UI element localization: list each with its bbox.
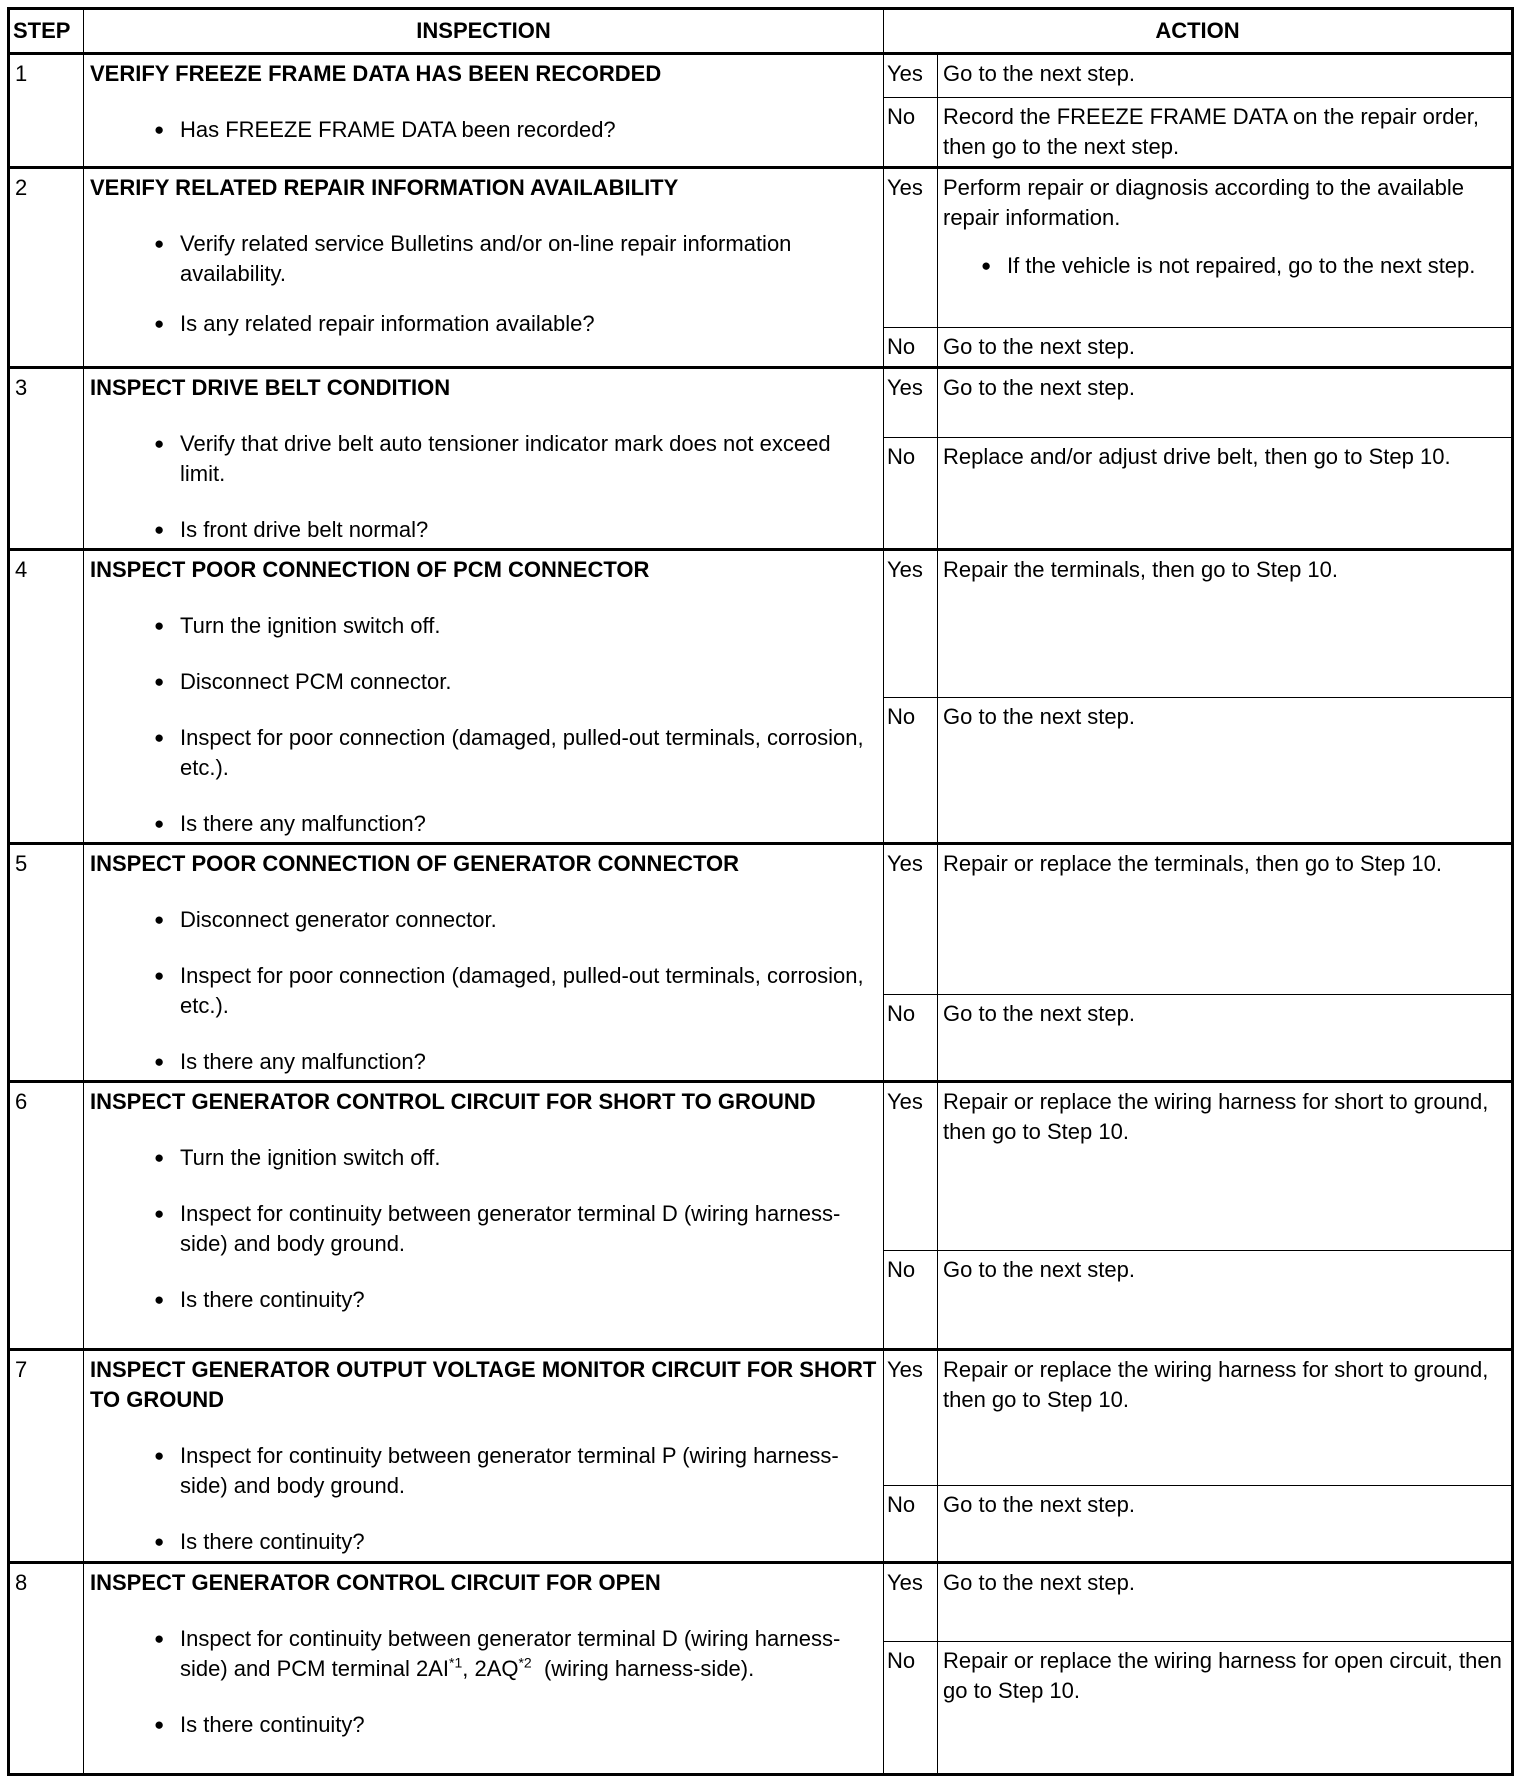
inspection-title: VERIFY RELATED REPAIR INFORMATION AVAILABILITY bbox=[90, 175, 679, 200]
inspection-cell bbox=[84, 55, 884, 166]
answer-yes: Yes bbox=[884, 1351, 938, 1485]
step-number: 7 bbox=[10, 1351, 84, 1561]
table-row bbox=[10, 166, 1511, 366]
inspection-bullet: ● Is there continuity? bbox=[156, 1710, 877, 1740]
action-text bbox=[938, 169, 1511, 327]
inspection-bullet: ● Is any related repair information available? bbox=[156, 309, 877, 339]
action-text bbox=[938, 55, 1511, 97]
answer-no: No bbox=[884, 995, 938, 1080]
action-yes bbox=[884, 1351, 1511, 1485]
answer-no: No bbox=[884, 698, 938, 842]
answer-yes: Yes bbox=[884, 551, 938, 697]
inspection-bullet: ● Disconnect generator connector. bbox=[156, 905, 877, 935]
answer-no: No bbox=[884, 1251, 938, 1348]
step-number: 8 bbox=[10, 1564, 84, 1773]
inspection-cell bbox=[84, 551, 884, 842]
answer-no: No bbox=[884, 1486, 938, 1561]
inspection-cell bbox=[84, 845, 884, 1080]
action-text bbox=[938, 1564, 1511, 1641]
action-yes bbox=[884, 369, 1511, 437]
action-text bbox=[938, 698, 1511, 842]
inspection-bullet: ● Is there continuity? bbox=[156, 1527, 877, 1557]
action-text-line: Go to the next step. bbox=[943, 1257, 1136, 1282]
action-text-line: Go to the next step. bbox=[943, 1570, 1136, 1595]
inspection-bullet: ● Verify that drive belt auto tensioner indicator mark does not exceed limit. bbox=[156, 429, 877, 489]
inspection-bullet: ● Inspect for continuity between generator terminal D (wiring harness-side) and body ground. bbox=[156, 1199, 877, 1259]
inspection-cell bbox=[84, 1351, 884, 1561]
inspection-title: INSPECT POOR CONNECTION OF PCM CONNECTOR bbox=[90, 557, 650, 582]
action-text-line: Replace and/or adjust drive belt, then go to Step 10. bbox=[943, 444, 1451, 469]
action-text bbox=[938, 995, 1511, 1080]
table-row bbox=[10, 842, 1511, 1080]
table-row bbox=[10, 52, 1511, 166]
answer-yes: Yes bbox=[884, 1564, 938, 1641]
answer-no: No bbox=[884, 1642, 938, 1773]
diagnostic-table bbox=[7, 7, 1514, 1776]
inspection-title: INSPECT GENERATOR CONTROL CIRCUIT FOR SHORT TO GROUND bbox=[90, 1089, 816, 1114]
action-text-line: Repair or replace the wiring harness for open circuit, then go to Step 10. bbox=[943, 1648, 1502, 1703]
action-yes bbox=[884, 1083, 1511, 1250]
action-text-line: Go to the next step. bbox=[943, 375, 1136, 400]
action-bullet: ● If the vehicle is not repaired, go to the next step. bbox=[983, 251, 1506, 281]
header-inspection: INSPECTION bbox=[84, 10, 884, 52]
inspection-bullet: ● Has FREEZE FRAME DATA been recorded? bbox=[156, 115, 877, 145]
table-row bbox=[10, 1080, 1511, 1348]
inspection-bullet: ● Is front drive belt normal? bbox=[156, 515, 877, 545]
inspection-bullet: ● Verify related service Bulletins and/or on-line repair information availability. bbox=[156, 229, 877, 289]
inspection-title: VERIFY FREEZE FRAME DATA HAS BEEN RECORDED bbox=[90, 61, 662, 86]
answer-yes: Yes bbox=[884, 55, 938, 97]
action-text-line: Go to the next step. bbox=[943, 61, 1136, 86]
action-no bbox=[884, 437, 1511, 548]
action-no bbox=[884, 327, 1511, 366]
action-text bbox=[938, 1486, 1511, 1561]
inspection-bullet: ● Disconnect PCM connector. bbox=[156, 667, 877, 697]
table-row bbox=[10, 366, 1511, 548]
action-cell bbox=[884, 169, 1511, 366]
step-number: 6 bbox=[10, 1083, 84, 1348]
inspection-title: INSPECT DRIVE BELT CONDITION bbox=[90, 375, 451, 400]
action-cell bbox=[884, 845, 1511, 1080]
bullet-text: , 2AQ bbox=[462, 1656, 519, 1681]
inspection-bullet: ● Is there any malfunction? bbox=[156, 1047, 877, 1077]
action-text bbox=[938, 1642, 1511, 1773]
answer-no: No bbox=[884, 328, 938, 366]
footnote-mark: *2 bbox=[518, 1654, 532, 1671]
action-cell bbox=[884, 55, 1511, 166]
inspection-title: INSPECT POOR CONNECTION OF GENERATOR CONNECTOR bbox=[90, 851, 740, 876]
action-text-line: Perform repair or diagnosis according to the available repair information. bbox=[943, 175, 1464, 230]
action-text bbox=[938, 1251, 1511, 1348]
action-cell bbox=[884, 551, 1511, 842]
header-action: ACTION bbox=[1155, 18, 1240, 43]
inspection-title: INSPECT GENERATOR OUTPUT VOLTAGE MONITOR CIRCUIT FOR SHORT TO GROUND bbox=[90, 1357, 877, 1412]
footnote-mark: *1 bbox=[449, 1654, 463, 1671]
table-row bbox=[10, 548, 1511, 842]
answer-yes: Yes bbox=[884, 1083, 938, 1250]
action-text-line: Record the FREEZE FRAME DATA on the repair order, then go to the next step. bbox=[943, 104, 1479, 159]
action-text bbox=[938, 845, 1511, 994]
action-cell bbox=[884, 1083, 1511, 1348]
action-no bbox=[884, 97, 1511, 166]
action-no bbox=[884, 1250, 1511, 1348]
action-no bbox=[884, 1485, 1511, 1561]
step-number: 4 bbox=[10, 551, 84, 842]
action-yes bbox=[884, 1564, 1511, 1641]
step-number: 1 bbox=[10, 55, 84, 166]
table-row bbox=[10, 1348, 1511, 1561]
inspection-bullet: ● Turn the ignition switch off. bbox=[156, 611, 877, 641]
action-yes bbox=[884, 55, 1511, 97]
action-text-line: Go to the next step. bbox=[943, 334, 1136, 359]
action-text bbox=[938, 1083, 1511, 1250]
action-text bbox=[938, 328, 1511, 366]
step-number: 2 bbox=[10, 169, 84, 366]
table-header bbox=[10, 10, 1511, 52]
action-yes bbox=[884, 845, 1511, 994]
answer-yes: Yes bbox=[884, 169, 938, 327]
action-yes bbox=[884, 169, 1511, 327]
action-text bbox=[938, 369, 1511, 437]
action-no bbox=[884, 1641, 1511, 1773]
step-number: 3 bbox=[10, 369, 84, 548]
table-row bbox=[10, 1561, 1511, 1773]
action-text bbox=[938, 551, 1511, 697]
answer-no: No bbox=[884, 438, 938, 548]
action-text-line: Go to the next step. bbox=[943, 1001, 1136, 1026]
inspection-bullet bbox=[156, 1624, 877, 1684]
inspection-bullet: ● Inspect for continuity between generator terminal P (wiring harness-side) and body ground. bbox=[156, 1441, 877, 1501]
inspection-cell bbox=[84, 369, 884, 548]
bullet-text: (wiring harness-side). bbox=[531, 1656, 755, 1681]
action-text-line: Go to the next step. bbox=[943, 1492, 1136, 1517]
answer-yes: Yes bbox=[884, 369, 938, 437]
action-text bbox=[938, 98, 1511, 166]
inspection-cell bbox=[84, 169, 884, 366]
inspection-bullet: ● Inspect for poor connection (damaged, pulled-out terminals, corrosion, etc.). bbox=[156, 961, 877, 1021]
action-text-line: Repair or replace the wiring harness for short to ground, then go to Step 10. bbox=[943, 1089, 1489, 1144]
action-no bbox=[884, 994, 1511, 1080]
action-text-line: Repair the terminals, then go to Step 10. bbox=[943, 557, 1339, 582]
action-no bbox=[884, 697, 1511, 842]
action-cell bbox=[884, 369, 1511, 548]
inspection-bullet: ● Is there any malfunction? bbox=[156, 809, 877, 839]
action-yes bbox=[884, 551, 1511, 697]
action-text-line: Repair or replace the wiring harness for short to ground, then go to Step 10. bbox=[943, 1357, 1489, 1412]
action-text-line: Go to the next step. bbox=[943, 704, 1136, 729]
action-text bbox=[938, 438, 1511, 548]
inspection-title: INSPECT GENERATOR CONTROL CIRCUIT FOR OPEN bbox=[90, 1570, 661, 1595]
bullet-text: Inspect for continuity between generator terminal D (wiring harness-side) and PCM terminal 2AI bbox=[180, 1626, 841, 1681]
inspection-cell bbox=[84, 1083, 884, 1348]
inspection-cell bbox=[84, 1564, 884, 1773]
header-step: STEP bbox=[10, 10, 84, 52]
step-number: 5 bbox=[10, 845, 84, 1080]
answer-no: No bbox=[884, 98, 938, 166]
inspection-bullet: ● Is there continuity? bbox=[156, 1285, 877, 1315]
action-text bbox=[938, 1351, 1511, 1485]
action-text-line: Repair or replace the terminals, then go to Step 10. bbox=[943, 851, 1442, 876]
action-cell bbox=[884, 1351, 1511, 1561]
inspection-bullet: ● Turn the ignition switch off. bbox=[156, 1143, 877, 1173]
answer-yes: Yes bbox=[884, 845, 938, 994]
inspection-bullet: ● Inspect for poor connection (damaged, pulled-out terminals, corrosion, etc.). bbox=[156, 723, 877, 783]
action-cell bbox=[884, 1564, 1511, 1773]
